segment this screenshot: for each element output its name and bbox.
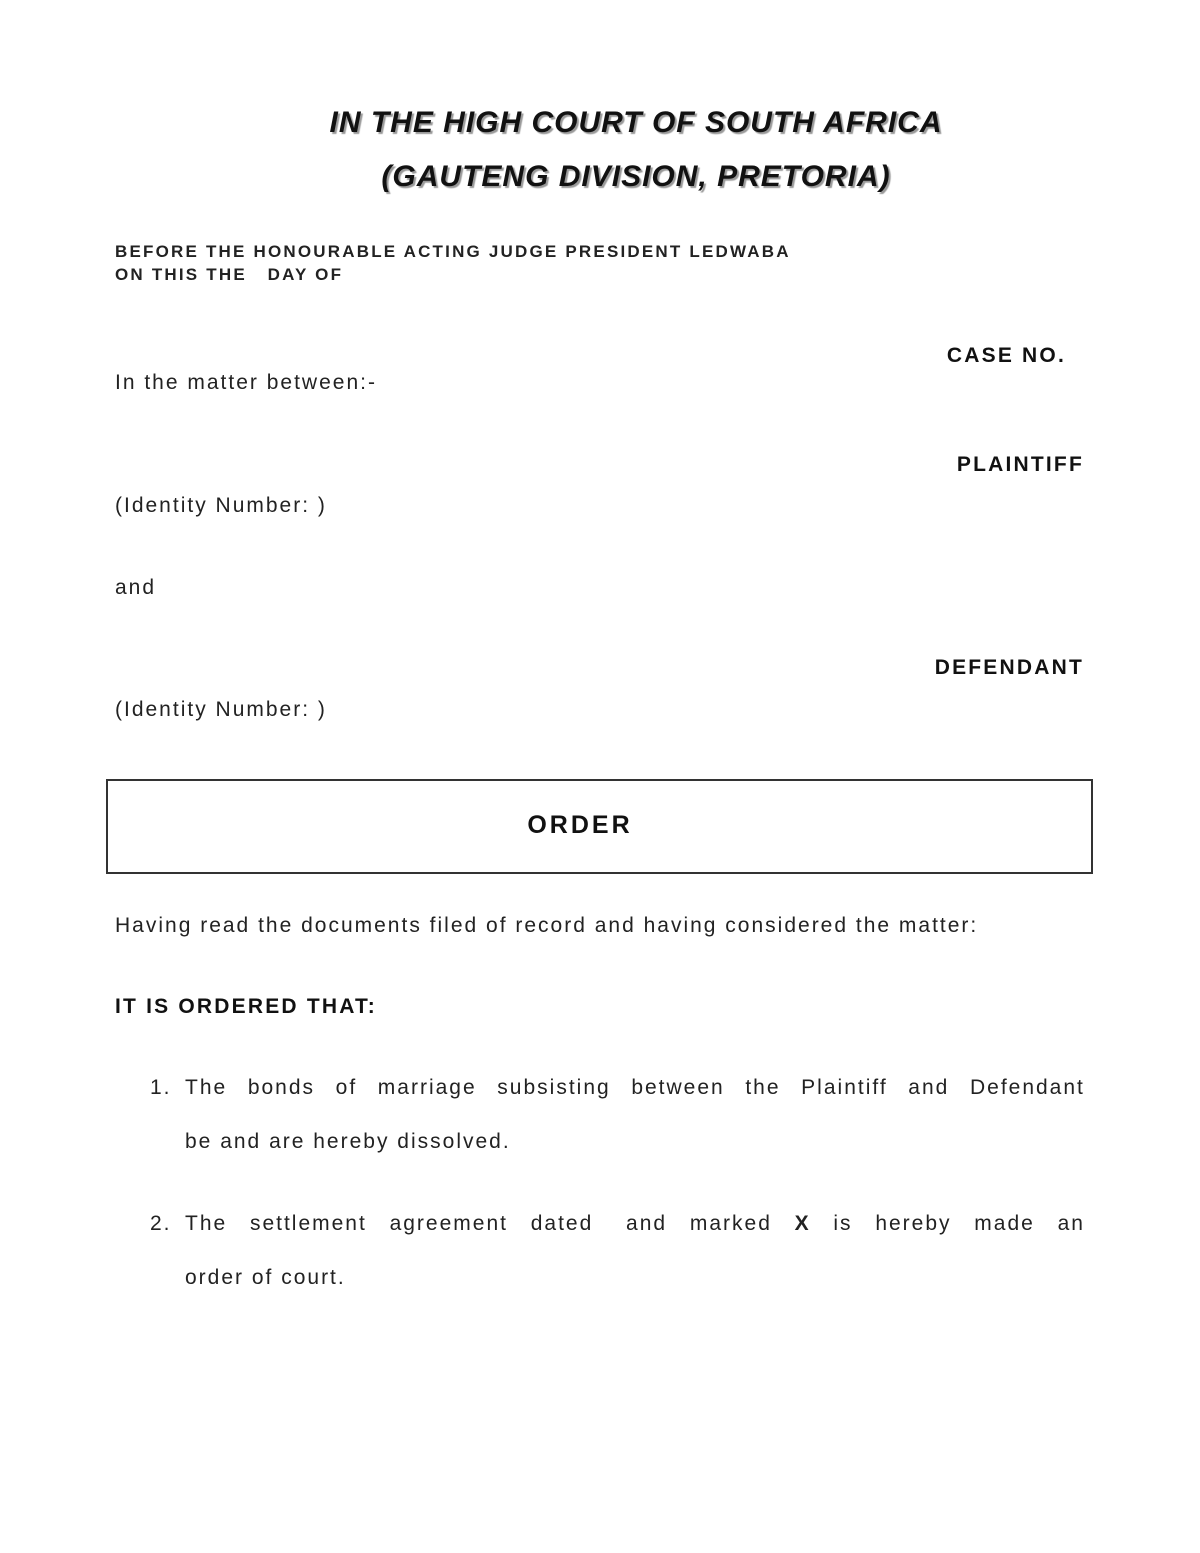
word: subsisting [497, 1076, 611, 1099]
word: The [185, 1212, 228, 1235]
word: settlement [249, 1212, 367, 1235]
word: dated [530, 1212, 594, 1235]
court-title-line2: (GAUTENG DIVISION, PRETORIA) [381, 160, 891, 193]
word: agreement [389, 1212, 508, 1235]
plaintiff-label: PLAINTIFF [956, 453, 1084, 476]
ordered-heading: IT IS ORDERED THAT: [115, 995, 377, 1018]
before-judge-line: BEFORE THE HONOURABLE ACTING JUDGE PRESIDENT LEDWABA [115, 242, 791, 261]
and-text: and [115, 576, 157, 599]
word: an [1057, 1212, 1085, 1235]
order-title: ORDER [527, 811, 633, 839]
word: is [833, 1212, 853, 1235]
word: of [335, 1076, 358, 1099]
order-preamble: Having read the documents filed of record and having considered the matter: [115, 914, 979, 937]
word: hereby [875, 1212, 952, 1235]
word: Defendant [969, 1076, 1085, 1099]
case-no-label: CASE NO. [946, 344, 1066, 367]
word: Plaintiff [801, 1076, 888, 1099]
order-item-continuation: order of court. [185, 1266, 346, 1289]
date-line: ON THIS THE DAY OF [115, 265, 344, 284]
order-item-line [185, 1212, 1085, 1236]
word: between [631, 1076, 725, 1099]
word: The [185, 1076, 228, 1099]
word: made [974, 1212, 1035, 1235]
order-item-number: 1. [150, 1076, 172, 1099]
word: bonds [247, 1076, 316, 1099]
order-item-continuation: be and are hereby dissolved. [185, 1130, 511, 1153]
plaintiff-id-text: (Identity Number: ) [115, 494, 327, 517]
order-item-number: 2. [150, 1212, 172, 1235]
word: marriage [377, 1076, 477, 1099]
defendant-label: DEFENDANT [934, 656, 1084, 679]
marked-annexure: X [794, 1212, 811, 1235]
word: the [745, 1076, 781, 1099]
word: and [908, 1076, 950, 1099]
word: marked [689, 1212, 772, 1235]
defendant-id-text: (Identity Number: ) [115, 698, 327, 721]
matter-between-text: In the matter between:- [115, 371, 377, 394]
order-item-line [185, 1076, 1085, 1100]
court-title-line1: IN THE HIGH COURT OF SOUTH AFRICA [329, 106, 943, 139]
word: and [626, 1212, 668, 1235]
